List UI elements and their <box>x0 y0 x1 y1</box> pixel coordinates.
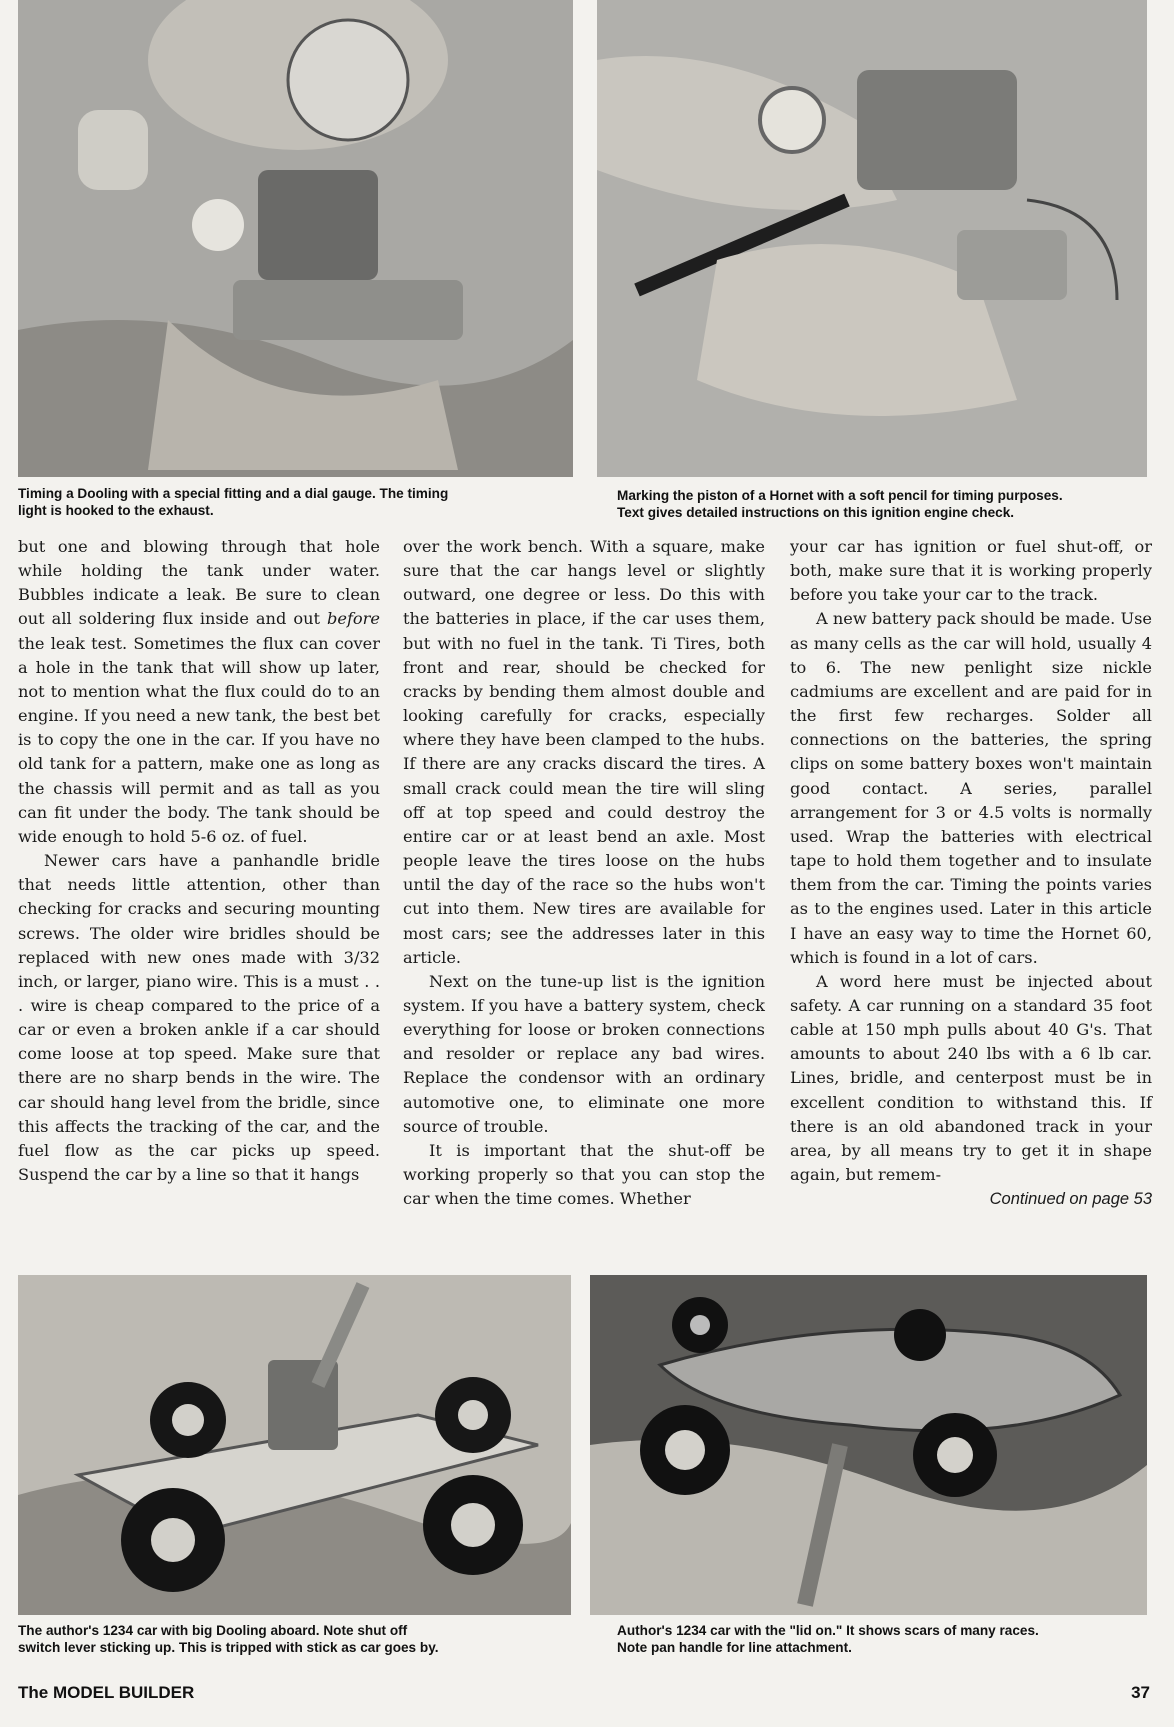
caption-top-right: Marking the piston of a Hornet with a soft pencil for timing purposes. Text gives detailed instructions on this ignition engine check. <box>617 488 1063 520</box>
col2-paragraph-2: Next on the tune-up list is the ignition system. If you have a battery system, check everything for loose or broken connections and resolder or replace any bad wires. Replace the condensor with an ordinary automotive one, to eliminate one more source of trouble. <box>403 971 765 1136</box>
article-column-1 <box>18 535 380 1187</box>
page-number: 37 <box>1131 1683 1150 1702</box>
photo-car-lid-on <box>590 1275 1147 1615</box>
col2-paragraph-1: over the work bench. With a square, make sure that the car hangs level or slightly outward, one degree or less. Do this with the batteries in place, if the car uses them, but with no fuel in the tank. Ti Tires, both front and rear, should be checked for cracks by bending them almost double and looking carefully for cracks, especially where they have been clamped to the hubs. If there are any cracks discard the tires. A small crack could mean the tire will sling off at top speed and could destroy the entire car or at least bend an axle. Most people leave the tires loose on the hubs until the day of the race so the hubs won't cut into them. New tires are available for most cars; see the addresses later in this article. <box>403 537 765 967</box>
col1-paragraph-2: Newer cars have a panhandle bridle that needs little attention, other than checking for cracks and securing mounting screws. The older wire bridles should be replaced with new ones made with 3/32 inch, or larger, piano wire. This is a must . . . wire is cheap compared to the price of a car or even a broken ankle if a car should come loose at top speed. Make sure that there are no sharp bends in the wire. The car should hang level from the bridle, since this affects the tracking of the car, and the fuel flow as the car picks up speed. Suspend the car by a line so that it hangs <box>18 851 380 1185</box>
magazine-title: The MODEL BUILDER <box>18 1683 195 1702</box>
article-column-3 <box>790 535 1152 1211</box>
caption-bottom-right: Author's 1234 car with the "lid on." It shows scars of many races. Note pan handle for line attachment. <box>617 1623 1039 1655</box>
col3-paragraph-3: A word here must be injected about safety. A car running on a standard 35 foot cable at 150 mph pulls about 40 G's. That amounts to about 240 lbs with a 6 lb car. Lines, bridle, and centerpost must be in excellent condition to withstand this. If there is an old abandoned track in your area, by all means try to get it in shape again, but remem- <box>790 971 1152 1185</box>
col3-paragraph-2: A new battery pack should be made. Use as many cells as the car will hold, usually 4 to 6. The new penlight size nickle cadmiums are excellent and are paid for in the first few recharges. Solder all connections on the batteries, the spring clips on some battery boxes won't maintain good contact. A series, parallel arrangement for 3 or 4.5 volts is normally used. Wrap the batteries with electrical tape to hold them together and to insulate them from the car. Timing the points varies as to the engines used. Later in this article I have an easy way to time the Hornet 60, which is found in a lot of cars. <box>790 609 1152 967</box>
photo-timing-dooling <box>18 0 573 477</box>
caption-top-left: Timing a Dooling with a special fitting and a dial gauge. The timing light is hooked to the exhaust. <box>18 486 449 518</box>
photo-marking-piston <box>597 0 1147 477</box>
article-column-2 <box>403 535 765 1211</box>
col3-paragraph-1: your car has ignition or fuel shut-off, or both, make sure that it is working properly before you take your car to the track. <box>790 537 1152 605</box>
col2-paragraph-3: It is important that the shut-off be working properly so that you can stop the car when the time comes. Whether <box>403 1140 765 1209</box>
col1-paragraph-1: but one and blowing through that hole while holding the tank under water. Bubbles indicate a leak. Be sure to clean out all soldering flux inside and out before the leak test. Sometimes the flux can cover a hole in the tank that will show up later, not to mention what the flux could do to an engine. If you need a new tank, the best bet is to copy the one in the car. If you have no old tank for a pattern, make one as long as the chassis will permit and as tall as you can fit under the body. The tank should be wide enough to hold 5-6 oz. of fuel. <box>18 537 380 846</box>
continued-note: Continued on page 53 <box>989 1190 1152 1209</box>
caption-bottom-left: The author's 1234 car with big Dooling aboard. Note shut off switch lever sticking up. This is tripped with stick as car goes by. <box>18 1623 439 1655</box>
photo-car-dooling <box>18 1275 571 1615</box>
